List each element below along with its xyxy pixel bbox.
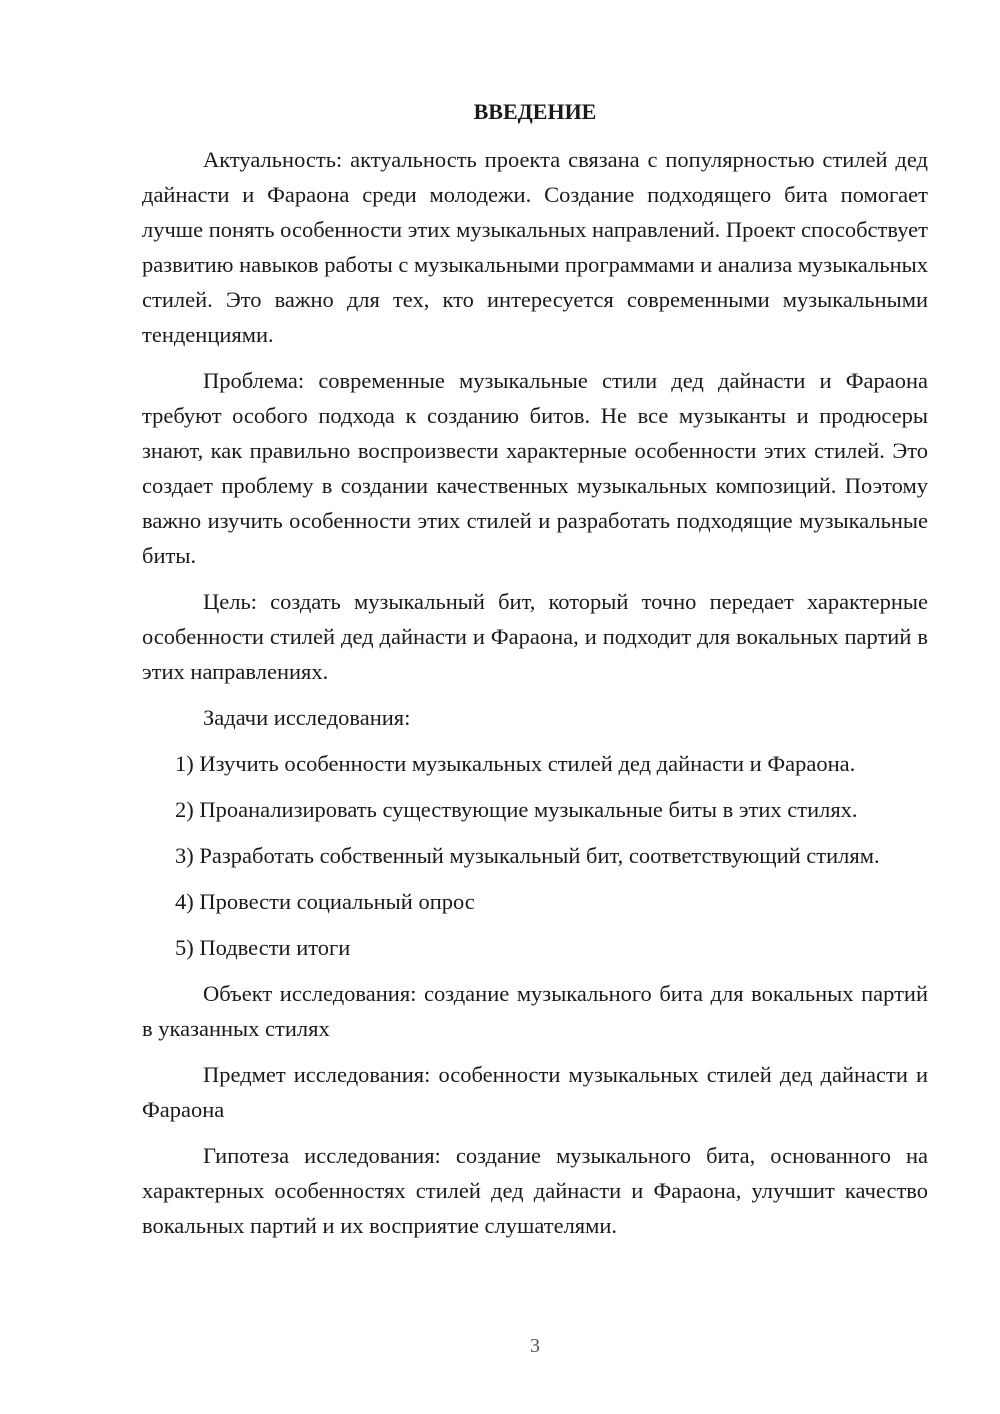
- task-item-4: 4) Провести социальный опрос: [175, 889, 475, 914]
- document-body: [142, 142, 928, 1254]
- task-item-3: 3) Разработать собственный музыкальный бит, соответствующий стилям.: [175, 843, 880, 868]
- paragraph-goal: Цель: создать музыкальный бит, который точно передает характерные особенности стилей дед дайнасти и Фараона, и подходит для вокальных партий в этих направлениях.: [142, 589, 928, 684]
- paragraph-hypothesis: Гипотеза исследования: создание музыкального бита, основанного на характерных особенностях стилей дед дайнасти и Фараона, улучшит качество вокальных партий и их восприятие слушателями.: [142, 1143, 928, 1238]
- page-title: ВВЕДЕНИЕ: [473, 99, 597, 124]
- paragraph-tasks-heading: Задачи исследования:: [203, 705, 411, 730]
- page-number: 3: [530, 1335, 540, 1357]
- paragraph-relevance: Актуальность: актуальность проекта связана с популярностью стилей дед дайнасти и Фараона среди молодежи. Создание подходящего бита помогает лучше понять особенности этих музыкальных направлений. Проект способствует развитию навыков работы с музыкальными программами и анализа музыкальных стилей. Это важно для тех, кто интересуется современными музыкальными тенденциями.: [142, 147, 928, 347]
- paragraph-research-object: Объект исследования: создание музыкального бита для вокальных партий в указанных стилях: [142, 981, 928, 1041]
- task-item-5: 5) Подвести итоги: [175, 935, 351, 960]
- task-item-2: 2) Проанализировать существующие музыкальные биты в этих стилях.: [175, 797, 858, 822]
- task-item-1: 1) Изучить особенности музыкальных стилей дед дайнасти и Фараона.: [175, 751, 856, 776]
- paragraph-research-subject: Предмет исследования: особенности музыкальных стилей дед дайнасти и Фараона: [142, 1062, 928, 1122]
- paragraph-problem: Проблема: современные музыкальные стили дед дайнасти и Фараона требуют особого подхода к созданию битов. Не все музыканты и продюсеры знают, как правильно воспроизвести характерные особенности этих стилей. Это создает проблему в создании качественных музыкальных композиций. Поэтому важно изучить особенности этих стилей и разработать подходящие музыкальные биты.: [142, 368, 928, 568]
